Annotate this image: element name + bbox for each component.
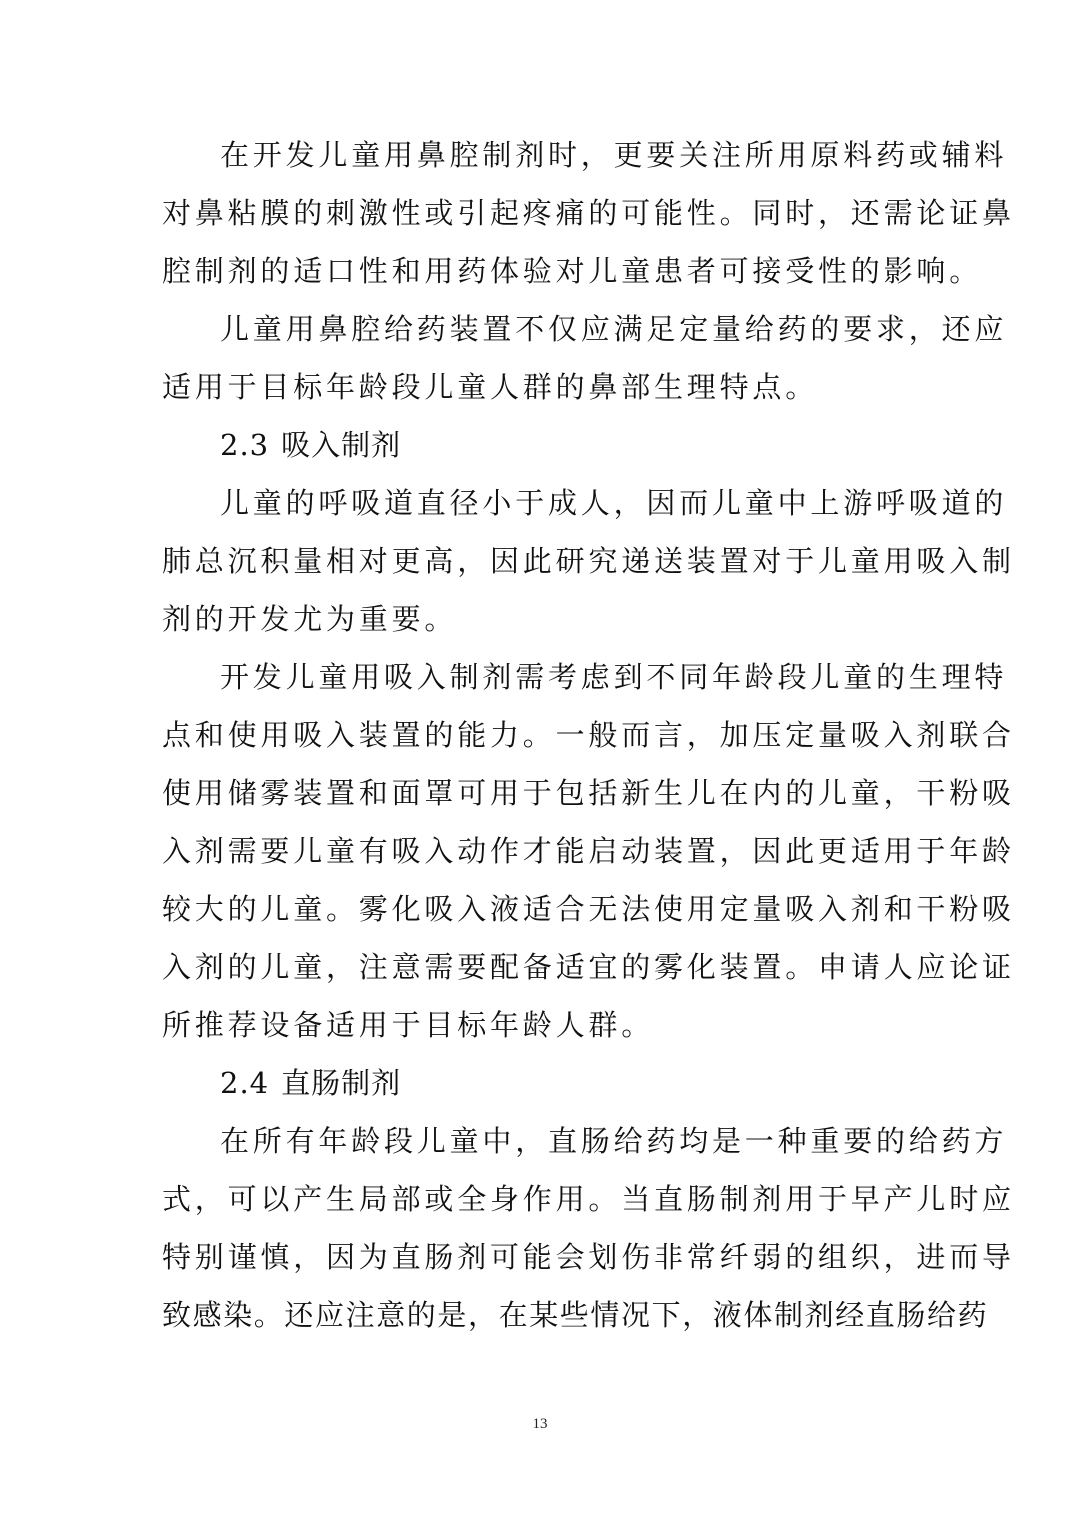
paragraph-line: 在开发儿童用鼻腔制剂时，更要关注所用原料药或辅料 [220, 138, 1008, 172]
paragraph-line: 腔制剂的适口性和用药体验对儿童患者可接受性的影响。 [162, 254, 983, 288]
paragraph-line: 剂的开发尤为重要。 [162, 602, 458, 636]
paragraph-line: 较大的儿童。雾化吸入液适合无法使用定量吸入剂和干粉吸 [162, 892, 1015, 926]
paragraph-line: 使用储雾装置和面罩可用于包括新生儿在内的儿童，干粉吸 [162, 776, 1015, 810]
paragraph-line: 式，可以产生局部或全身作用。当直肠制剂用于早产儿时应 [162, 1182, 1015, 1216]
paragraph-line: 致感染。还应注意的是，在某些情况下，液体制剂经直肠给药 [162, 1298, 989, 1332]
paragraph-line: 入剂的儿童，注意需要配备适宜的雾化装置。申请人应论证 [162, 950, 1015, 984]
section-title: 直肠制剂 [281, 1066, 402, 1100]
section-number: 2.3 [220, 428, 270, 462]
paragraph-line: 在所有年龄段儿童中，直肠给药均是一种重要的给药方 [220, 1124, 1008, 1158]
section-heading-2-3 [162, 416, 922, 474]
paragraph-line: 特别谨慎，因为直肠剂可能会划伤非常纤弱的组织，进而导 [162, 1240, 1015, 1274]
page-number: 13 [532, 1416, 548, 1432]
paragraph-line: 肺总沉积量相对更高，因此研究递送装置对于儿童用吸入制 [162, 544, 1015, 578]
section-title: 吸入制剂 [281, 428, 402, 462]
section-heading-2-4 [162, 1054, 922, 1112]
paragraph-line: 入剂需要儿童有吸入动作才能启动装置，因此更适用于年龄 [162, 834, 1015, 868]
paragraph-line: 对鼻粘膜的刺激性或引起疼痛的可能性。同时，还需论证鼻 [162, 196, 1015, 230]
paragraph-line: 开发儿童用吸入制剂需考虑到不同年龄段儿童的生理特 [220, 660, 1008, 694]
document-body [162, 126, 1015, 1344]
paragraph-line: 点和使用吸入装置的能力。一般而言，加压定量吸入剂联合 [162, 718, 1015, 752]
paragraph-line: 儿童的呼吸道直径小于成人，因而儿童中上游呼吸道的 [220, 486, 1008, 520]
paragraph-line: 适用于目标年龄段儿童人群的鼻部生理特点。 [162, 370, 819, 404]
paragraph-line: 所推荐设备适用于目标年龄人群。 [162, 1008, 655, 1042]
paragraph-line: 儿童用鼻腔给药装置不仅应满足定量给药的要求，还应 [220, 312, 1008, 346]
section-number: 2.4 [220, 1066, 270, 1100]
